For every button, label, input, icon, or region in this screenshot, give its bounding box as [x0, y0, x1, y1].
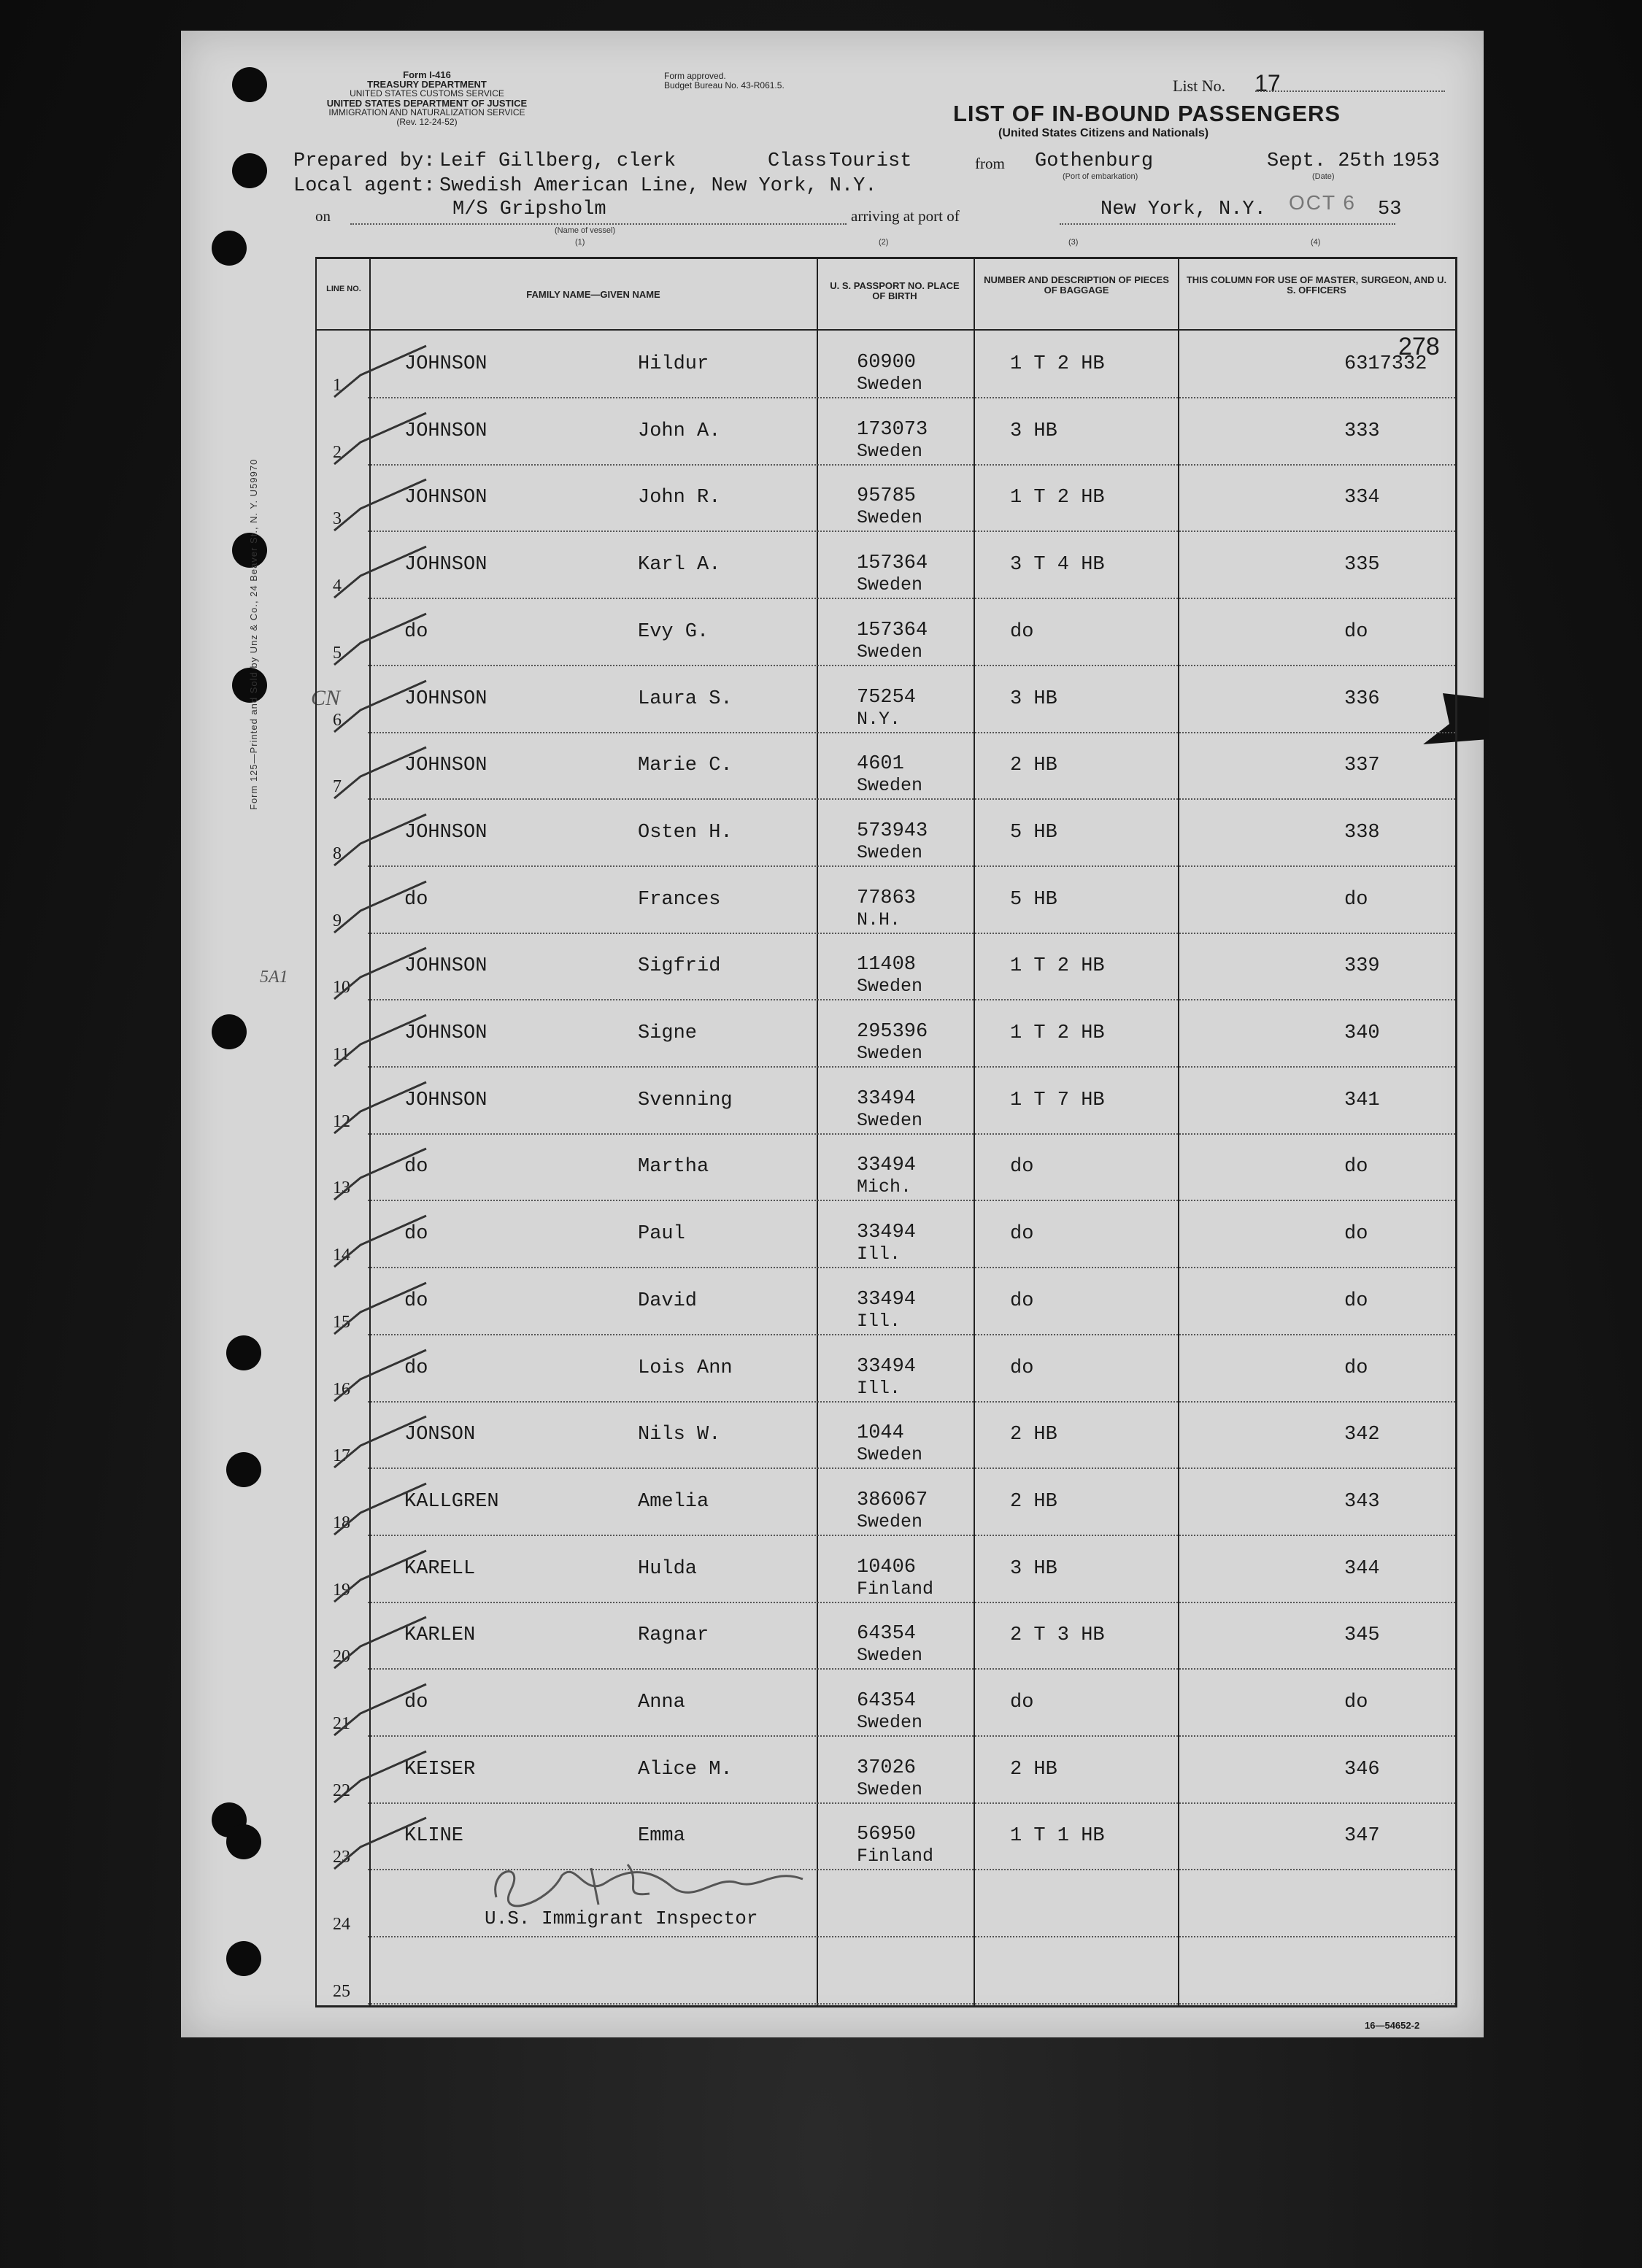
place-of-birth: Sweden [857, 1043, 923, 1064]
punch-hole [212, 231, 247, 266]
passenger-table [315, 257, 1457, 2007]
treasury-dept: TREASURY DEPARTMENT [367, 79, 487, 90]
officer-number: do [1344, 620, 1368, 643]
caption-2: (2) [879, 238, 889, 247]
baggage: 2 HB [1010, 1758, 1057, 1781]
family-name: JOHNSON [404, 1022, 487, 1044]
punch-hole [226, 1452, 261, 1487]
family-name: do [404, 1156, 428, 1179]
port-of-embarkation: Gothenburg [1035, 150, 1154, 172]
passport-number: 157364 [857, 619, 928, 641]
line-number: 25 [333, 1981, 350, 2001]
ins-service: IMMIGRATION AND NATURALIZATION SERVICE [328, 107, 525, 117]
officer-number: 342 [1344, 1424, 1380, 1446]
arrival-date-stamp: OCT 6 [1289, 191, 1356, 214]
inspector-label: U.S. Immigrant Inspector [485, 1908, 758, 1929]
margin-note-cn: CN [311, 686, 341, 710]
caption-3: (3) [1068, 238, 1079, 247]
from-label: from [975, 155, 1005, 172]
passport-number: 10406 [857, 1556, 917, 1578]
table-row [317, 1536, 1455, 1603]
given-name: Hildur [638, 353, 709, 375]
line-number: 21 [333, 1714, 350, 1733]
baggage: 1 T 2 HB [1010, 955, 1105, 978]
punch-hole [226, 1824, 261, 1859]
list-number-label: List No. [1173, 77, 1226, 95]
punch-hole [232, 67, 267, 102]
passport-number: 1044 [857, 1422, 904, 1445]
family-name: JONSON [404, 1424, 476, 1446]
line-number: 2 [333, 442, 342, 462]
officer-number: 343 [1344, 1490, 1380, 1513]
baggage: do [1010, 1223, 1034, 1246]
class-value: Tourist [829, 150, 912, 172]
table-row [317, 867, 1455, 934]
table-row [317, 1268, 1455, 1335]
baggage: do [1010, 1692, 1034, 1713]
officer-number: 339 [1344, 955, 1380, 978]
officer-number: 346 [1344, 1758, 1380, 1781]
passport-number: 33494 [857, 1087, 917, 1110]
departure-date: Sept. 25th [1267, 150, 1386, 172]
printer-imprint: Form 125—Printed and Sold by Unz & Co., 24 Beaver St., N. Y. U59970 [248, 458, 259, 810]
baggage: 1 T 7 HB [1010, 1089, 1105, 1111]
place-of-birth: Sweden [857, 507, 923, 529]
table-row [317, 733, 1455, 800]
family-name: do [404, 620, 428, 643]
table-row [317, 1000, 1455, 1068]
th-passport: U. S. PASSPORT NO. PLACE OF BIRTH [830, 280, 960, 301]
line-number: 18 [333, 1513, 350, 1532]
place-of-birth: Sweden [857, 1444, 923, 1466]
baggage: 5 HB [1010, 821, 1057, 844]
place-of-birth: Sweden [857, 574, 923, 596]
officer-number: do [1344, 1156, 1368, 1179]
line-number: 3 [333, 509, 342, 529]
passport-number: 33494 [857, 1288, 917, 1311]
family-name: JOHNSON [404, 755, 487, 777]
place-of-birth: Mich. [857, 1176, 912, 1198]
revision: (Rev. 12-24-52) [396, 117, 458, 127]
given-name: Evy G. [638, 620, 709, 643]
table-row [317, 331, 1455, 398]
place-of-birth: Sweden [857, 374, 923, 395]
line-number: 13 [333, 1179, 350, 1198]
place-of-birth: Sweden [857, 641, 923, 663]
local-agent-value: Swedish American Line, New York, N.Y. [439, 175, 877, 197]
page-subtitle: (United States Citizens and Nationals) [998, 127, 1209, 139]
officer-number: do [1344, 1692, 1368, 1713]
passport-number: 77863 [857, 887, 917, 909]
given-name: Osten H. [638, 821, 733, 844]
table-row [317, 1602, 1455, 1670]
officer-number: 333 [1344, 420, 1380, 442]
line-number: 22 [333, 1781, 350, 1800]
passport-number: 573943 [857, 819, 928, 842]
family-name: JOHNSON [404, 487, 487, 509]
th-officers: THIS COLUMN FOR USE OF MASTER, SURGEON, AND U. S. OFFICERS [1186, 274, 1447, 296]
place-of-birth: Sweden [857, 1511, 923, 1532]
punch-hole [212, 1014, 247, 1049]
passport-number: 64354 [857, 1690, 917, 1712]
family-name: KALLGREN [404, 1490, 499, 1513]
margin-note-5a1: 5A1 [260, 968, 288, 987]
baggage: 3 HB [1010, 1557, 1057, 1580]
customs-service: UNITED STATES CUSTOMS SERVICE [350, 88, 504, 99]
baggage: do [1010, 1357, 1034, 1379]
family-name: KEISER [404, 1758, 476, 1781]
list-number [1173, 70, 1281, 97]
table-row [317, 933, 1455, 1000]
given-name: Sigfrid [638, 955, 721, 978]
on-label: on [315, 207, 331, 225]
vessel-name: M/S Gripsholm [452, 198, 606, 220]
date-caption: (Date) [1312, 172, 1335, 181]
baggage: 5 HB [1010, 888, 1057, 911]
given-name: Lois Ann [638, 1357, 733, 1379]
officer-number: 345 [1344, 1624, 1380, 1647]
place-of-birth: Sweden [857, 1712, 923, 1733]
justice-dept: UNITED STATES DEPARTMENT OF JUSTICE [326, 98, 528, 109]
family-name: JOHNSON [404, 420, 487, 442]
baggage: 1 T 2 HB [1010, 1022, 1105, 1044]
given-name: Marie C. [638, 755, 733, 777]
given-name: Alice M. [638, 1758, 733, 1781]
officer-number: 340 [1344, 1022, 1380, 1044]
line-number: 14 [333, 1246, 350, 1265]
officer-number: 6317332 [1344, 353, 1427, 375]
punch-hole [226, 1941, 261, 1976]
table-row [317, 1134, 1455, 1201]
family-name: do [404, 1289, 428, 1312]
punch-hole [226, 1335, 261, 1370]
passport-number: 75254 [857, 686, 917, 709]
departure-year: 1953 [1392, 150, 1440, 172]
caption-1: (1) [575, 238, 585, 247]
given-name: Emma [638, 1825, 685, 1848]
line-number: 20 [333, 1647, 350, 1667]
table-row [317, 532, 1455, 599]
table-row [317, 1737, 1455, 1804]
prepared-by-value: Leif Gillberg, clerk [439, 150, 677, 172]
given-name: Karl A. [638, 554, 721, 576]
passport-number: 95785 [857, 485, 917, 508]
place-of-birth: Finland [857, 1845, 934, 1867]
family-name: KLINE [404, 1825, 464, 1848]
officer-number: 334 [1344, 487, 1380, 509]
baggage: 1 T 2 HB [1010, 353, 1105, 375]
punch-hole [232, 153, 267, 188]
line-number: 4 [333, 576, 342, 596]
port-embark-caption: (Port of embarkation) [1063, 172, 1138, 181]
officer-number: 344 [1344, 1557, 1380, 1580]
family-name: JOHNSON [404, 554, 487, 576]
given-name: Laura S. [638, 687, 733, 710]
place-of-birth: Sweden [857, 775, 923, 797]
baggage: 1 T 1 HB [1010, 1825, 1105, 1848]
class-label: Class [768, 150, 828, 172]
officer-number: do [1344, 1223, 1368, 1246]
place-of-birth: N.H. [857, 909, 901, 930]
given-name: Amelia [638, 1490, 709, 1513]
officer-number: do [1344, 888, 1368, 911]
given-name: John R. [638, 487, 721, 509]
table-row [317, 1469, 1455, 1536]
passport-number: 33494 [857, 1154, 917, 1177]
given-name: Ragnar [638, 1624, 709, 1647]
family-name: JOHNSON [404, 1089, 487, 1111]
header-divider [317, 329, 1455, 331]
officer-number: do [1344, 1357, 1368, 1379]
given-name: Signe [638, 1022, 698, 1044]
line-number: 24 [333, 1915, 350, 1935]
th-line-no: LINE NO. [326, 285, 361, 293]
table-row [317, 1402, 1455, 1469]
line-number: 10 [333, 978, 350, 998]
table-row [317, 599, 1455, 666]
given-name: Hulda [638, 1557, 698, 1580]
given-name: Martha [638, 1156, 709, 1179]
officer-number: 336 [1344, 687, 1380, 710]
baggage: 2 T 3 HB [1010, 1624, 1105, 1647]
place-of-birth: N.Y. [857, 708, 901, 730]
table-row [317, 1201, 1455, 1268]
family-name: do [404, 1692, 428, 1713]
given-name: David [638, 1289, 698, 1312]
family-name: KARELL [404, 1557, 476, 1580]
line-number: 19 [333, 1580, 350, 1600]
line-number: 12 [333, 1111, 350, 1131]
line-number: 7 [333, 777, 342, 797]
place-of-birth: Finland [857, 1578, 934, 1600]
arrival-port: New York, N.Y. [1101, 198, 1266, 220]
passport-number: 386067 [857, 1489, 928, 1511]
th-baggage: NUMBER AND DESCRIPTION OF PIECES OF BAGGAGE [984, 274, 1169, 296]
passport-number: 33494 [857, 1355, 917, 1378]
baggage: 2 HB [1010, 1424, 1057, 1446]
given-name: Nils W. [638, 1424, 721, 1446]
place-of-birth: Sweden [857, 976, 923, 998]
given-name: Anna [638, 1692, 685, 1713]
passport-number: 60900 [857, 352, 917, 374]
form-agency-block [321, 70, 533, 127]
place-of-birth: Sweden [857, 841, 923, 863]
line-number: 1 [333, 376, 342, 395]
port-line [1060, 223, 1395, 225]
officer-number: do [1344, 1289, 1368, 1312]
passport-number: 37026 [857, 1756, 917, 1779]
given-name: Paul [638, 1223, 685, 1246]
line-number: 23 [333, 1848, 350, 1867]
vessel-line [350, 223, 847, 225]
line-number: 9 [333, 911, 342, 930]
officer-number: 341 [1344, 1089, 1380, 1111]
family-name: do [404, 1357, 428, 1379]
page-title: LIST OF IN-BOUND PASSENGERS [953, 101, 1341, 126]
family-name: do [404, 1223, 428, 1246]
place-of-birth: Sweden [857, 440, 923, 462]
approval-block [664, 72, 785, 90]
row-underline [368, 2003, 1455, 2005]
place-of-birth: Ill. [857, 1377, 901, 1399]
family-name: do [404, 888, 428, 911]
table-row [317, 666, 1455, 733]
local-agent-label: Local agent: [293, 175, 436, 197]
place-of-birth: Ill. [857, 1243, 901, 1265]
place-of-birth: Sweden [857, 1109, 923, 1131]
place-of-birth: Sweden [857, 1645, 923, 1667]
table-row [317, 800, 1455, 867]
line-number: 11 [333, 1045, 350, 1064]
family-name: JOHNSON [404, 821, 487, 844]
officer-number: 338 [1344, 821, 1380, 844]
passport-number: 56950 [857, 1824, 917, 1846]
table-row [317, 1937, 1455, 2005]
passport-number: 295396 [857, 1021, 928, 1043]
table-row [317, 1335, 1455, 1403]
line-number: 15 [333, 1312, 350, 1332]
baggage: do [1010, 1289, 1034, 1312]
baggage: do [1010, 620, 1034, 643]
passport-number: 64354 [857, 1623, 917, 1646]
passport-number: 11408 [857, 954, 917, 976]
baggage: 2 HB [1010, 755, 1057, 777]
family-name: KARLEN [404, 1624, 476, 1647]
form-number: Form I-416 [403, 69, 451, 80]
table-row [317, 465, 1455, 532]
baggage: 2 HB [1010, 1490, 1057, 1513]
table-row [317, 1068, 1455, 1135]
vessel-caption: (Name of vessel) [555, 226, 616, 235]
place-of-birth: Sweden [857, 1778, 923, 1800]
baggage: 3 T 4 HB [1010, 554, 1105, 576]
line-number: 8 [333, 844, 342, 863]
passport-number: 173073 [857, 418, 928, 441]
given-name: John A. [638, 420, 721, 442]
officer-number: 335 [1344, 554, 1380, 576]
arriving-label: arriving at port of [851, 207, 960, 225]
list-number-line [1255, 90, 1445, 92]
form-approved: Form approved. [664, 71, 726, 81]
form-footer-code: 16—54652-2 [1365, 2020, 1420, 2031]
budget-bureau: Budget Bureau No. 43-R061.5. [664, 80, 785, 90]
line-number: 16 [333, 1379, 350, 1399]
given-name: Svenning [638, 1089, 733, 1111]
passport-number: 33494 [857, 1222, 917, 1244]
handwritten-note-278: 278 [1398, 333, 1440, 360]
list-number-value: 17 [1254, 70, 1281, 96]
place-of-birth: Ill. [857, 1310, 901, 1332]
arrival-year: 53 [1378, 198, 1402, 220]
prepared-by-label: Prepared by: [293, 150, 436, 172]
officer-number: 347 [1344, 1825, 1380, 1848]
baggage: 3 HB [1010, 420, 1057, 442]
line-number: 6 [333, 710, 342, 730]
family-name: JOHNSON [404, 687, 487, 710]
baggage: 1 T 2 HB [1010, 487, 1105, 509]
baggage: do [1010, 1156, 1034, 1179]
officer-number: 337 [1344, 755, 1380, 777]
table-row [317, 1670, 1455, 1737]
family-name: JOHNSON [404, 955, 487, 978]
caption-4: (4) [1311, 238, 1321, 247]
passport-number: 157364 [857, 552, 928, 575]
line-number: 5 [333, 643, 342, 663]
family-name: JOHNSON [404, 353, 487, 375]
given-name: Frances [638, 888, 721, 911]
line-number: 17 [333, 1446, 350, 1466]
table-row [317, 398, 1455, 466]
th-name: FAMILY NAME—GIVEN NAME [526, 289, 660, 300]
passport-number: 4601 [857, 753, 904, 776]
baggage: 3 HB [1010, 687, 1057, 710]
